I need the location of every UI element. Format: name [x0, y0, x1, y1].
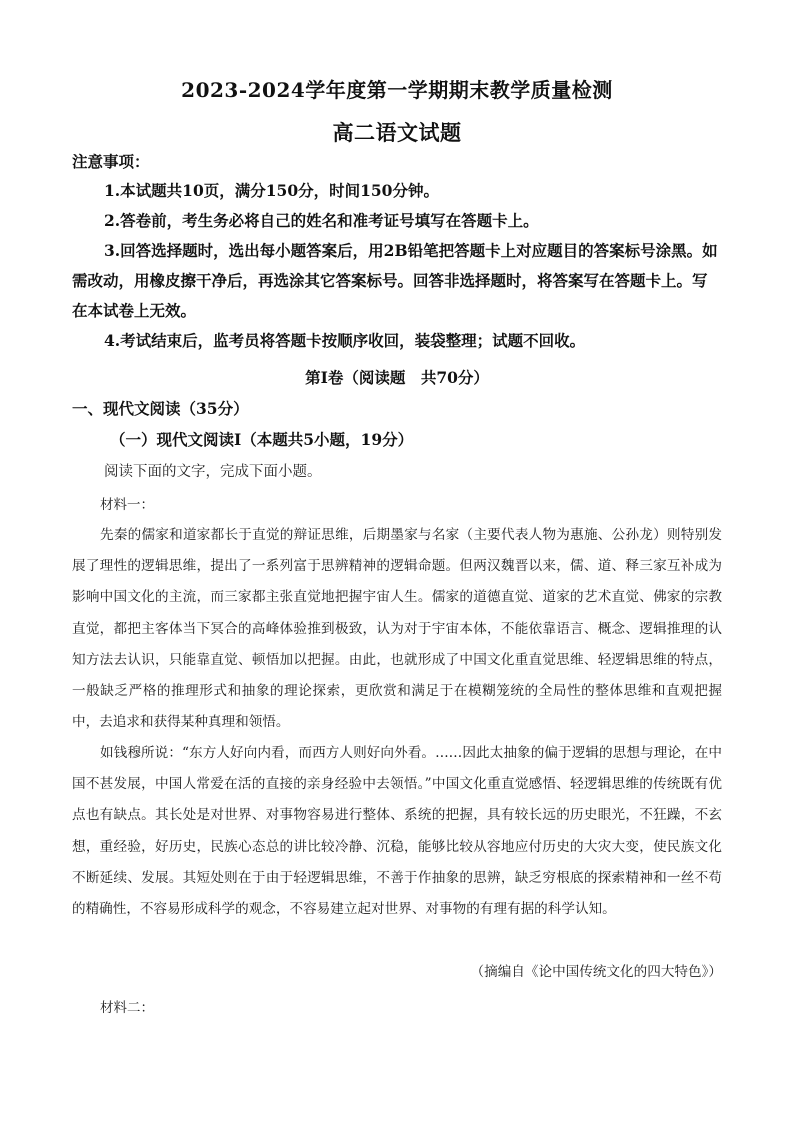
- material-1-paragraph-2: [72, 738, 722, 925]
- material-1-label: 材料一：: [100, 497, 154, 513]
- part-heading: 一、现代文阅读（35分）: [72, 399, 249, 418]
- notice-item-3: 3.回答选择题时，选出每小题答案后，用2B铅笔把答题卡上对应题目的答案标号涂黑。如需改动，用橡皮擦干净后，再选涂其它答案标号。回答非选择题时，将答案写在答题卡上。写在本试卷上无效。: [72, 241, 718, 320]
- notice-item-2: 2.答卷前，考生务必将自己的姓名和准考证号填写在答题卡上。: [104, 211, 539, 230]
- material-1-paragraph-1: [72, 520, 722, 738]
- subpart-heading: （一）现代文阅读Ⅰ（本题共5小题，19分）: [110, 430, 414, 449]
- exam-title: 2023-2024学年度第一学期期末教学质量检测: [181, 78, 613, 102]
- exam-subtitle: 高二语文试题: [332, 120, 462, 145]
- notice-list: [72, 176, 722, 356]
- material-2-label: 材料二：: [100, 1000, 154, 1016]
- notice-item-1: 1.本试题共10页，满分150分，时间150分钟。: [104, 181, 439, 200]
- paragraph-text: 先秦的儒家和道家都长于直觉的辩证思维，后期墨家与名家（主要代表人物为惠施、公孙龙）则特别发展了理性的逻辑思维，提出了一系列富于思辨精神的逻辑命题。但两汉魏晋以来，儒、道、释三家互补成为影响中国文化的主流，而三家都主张直觉地把握宇宙人生。儒家的道德直觉、道家的艺术直觉、佛家的宗教直觉，都把主客体当下冥合的高峰体验推到极致，认为对于宇宙本体，不能依靠语言、概念、逻辑推理的认知方法去认识，只能靠直觉、顿悟加以把握。由此，也就形成了中国文化重直觉思维、轻逻辑思维的特点，一般缺乏严格的推理形式和抽象的理论探索，更欣赏和满足于在模糊笼统的全局性的整体思维和直观把握中，去追求和获得某种真理和领悟。: [72, 527, 722, 731]
- material-1-source: （摘编自《论中国传统文化的四大特色》）: [470, 964, 722, 980]
- notice-item-4: 4.考试结束后，监考员将答题卡按顺序收回，装袋整理；试题不回收。: [104, 331, 586, 350]
- notice-heading: 注意事项：: [72, 152, 150, 171]
- paragraph-text: 如钱穆所说：“东方人好向内看，而西方人则好向外看。……因此太抽象的偏于逻辑的思想与理论，在中国不甚发展，中国人常爱在活的直接的亲身经验中去领悟。”中国文化重直觉感悟、轻逻辑思维的传统既有优点也有缺点。其长处是对世界、对事物容易进行整体、系统的把握，具有较长远的历史眼光，不狂躁，不玄想，重经验，好历史，民族心态总的讲比较冷静、沉稳，能够比较从容地应付历史的大灾大变，使民族文化不断延续、发展。其短处则在于由于轻逻辑思维，不善于作抽象的思辨，缺乏穷根底的探索精神和一丝不苟的精确性，不容易形成科学的观念，不容易建立起对世界、对事物的有理有据的科学认知。: [72, 745, 722, 918]
- section-title: 第Ⅰ卷（阅读题 共70分）: [305, 368, 489, 387]
- reading-instruction: 阅读下面的文字，完成下面小题。: [104, 464, 322, 480]
